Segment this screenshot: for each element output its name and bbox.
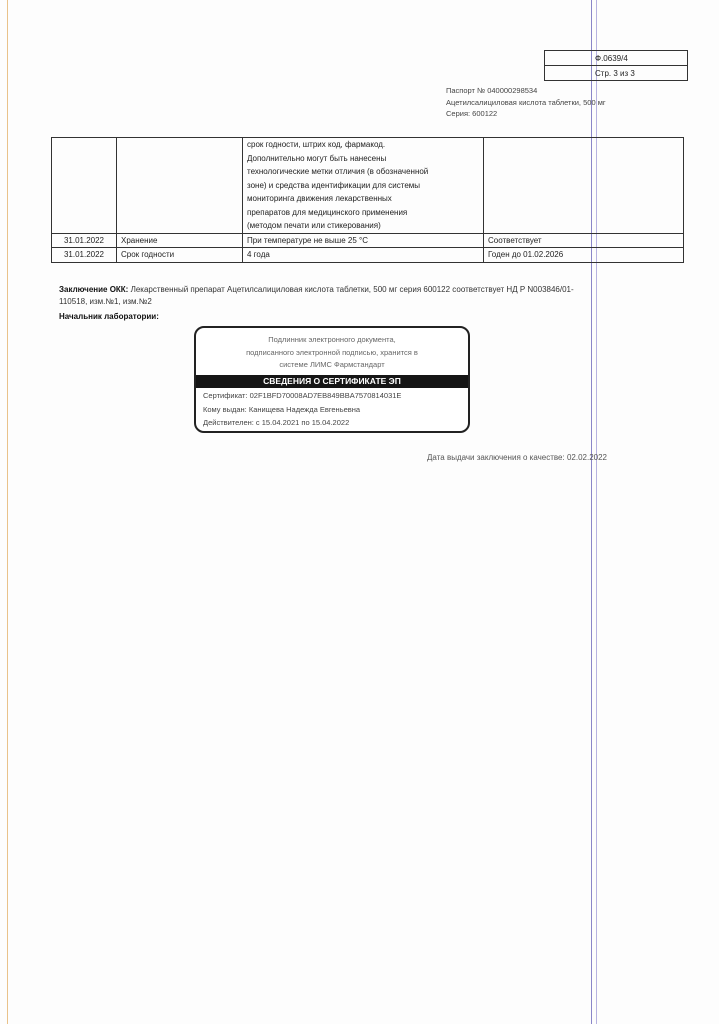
form-code-box bbox=[544, 50, 688, 81]
row-requirement: При температуре не выше 25 °С bbox=[243, 233, 484, 248]
row-result: Соответствует bbox=[484, 233, 684, 248]
row-date: 31.01.2022 bbox=[52, 233, 117, 248]
certificate-info-header: СВЕДЕНИЯ О СЕРТИФИКАТЕ ЭП bbox=[196, 375, 468, 388]
cell-text-line: зоне) и средства идентификации для системы bbox=[247, 180, 421, 190]
passport-header bbox=[446, 85, 606, 120]
qc-conclusion bbox=[59, 284, 599, 308]
row-parameter: Срок годности bbox=[117, 248, 243, 263]
conclusion-label: Заключение ОКК: bbox=[59, 285, 129, 294]
row-requirement: 4 года bbox=[243, 248, 484, 263]
page-number: Стр. 3 из 3 bbox=[545, 66, 688, 81]
cell-text-line: мониторинга движения лекарственных bbox=[247, 194, 392, 203]
stamp-line: подписанного электронной подписью, хранится в bbox=[246, 347, 418, 357]
cell-text-line: Дополнительно могут быть нанесены bbox=[247, 153, 387, 163]
certificate-owner: Кому выдан: Канищева Надежда Евгеньевна bbox=[203, 405, 361, 414]
cell-text-line: препаратов для медицинского применения bbox=[247, 207, 408, 217]
certificate-serial: Сертификат: 02F1BFD70008AD7EB849BBA7570814031E bbox=[203, 391, 402, 400]
certificate-validity: Действителен: с 15.04.2021 по 15.04.2022 bbox=[203, 418, 350, 427]
conclusion-text: Лекарственный препарат Ацетилсалициловая кислота таблетки, 500 мг серия 600122 соответствует НД Р N003846/01-110518, изм.№1, изм.№2 bbox=[59, 285, 574, 306]
form-code: Ф.0639/4 bbox=[545, 51, 688, 66]
cell-text-line: срок годности, штрих код, фармакод. bbox=[247, 140, 386, 149]
e-signature-stamp bbox=[194, 326, 470, 433]
product-name: Ацетилсалициловая кислота таблетки, 500 мг bbox=[446, 97, 606, 107]
test-results-table bbox=[51, 137, 684, 263]
stamp-line: Подлинник электронного документа, bbox=[268, 335, 396, 344]
issue-date: Дата выдачи заключения о качестве: 02.02.2022 bbox=[427, 453, 607, 462]
passport-number: Паспорт № 040000298534 bbox=[446, 86, 538, 95]
stamp-line: системе ЛИМС Фармстандарт bbox=[279, 360, 385, 369]
continuation-cell bbox=[243, 138, 484, 234]
head-of-lab-label: Начальник лаборатории: bbox=[59, 312, 159, 321]
cell-text-line: (методом печати или стикерования) bbox=[247, 221, 381, 230]
row-parameter: Хранение bbox=[117, 233, 243, 248]
series-number: Серия: 600122 bbox=[446, 109, 498, 118]
table-row bbox=[52, 248, 684, 263]
row-date: 31.01.2022 bbox=[52, 248, 117, 263]
row-result: Годен до 01.02.2026 bbox=[484, 248, 684, 263]
scan-edge-line bbox=[7, 0, 8, 1024]
cell-text-line: технологические метки отличия (в обозначенной bbox=[247, 167, 429, 176]
table-row bbox=[52, 138, 684, 234]
table-row bbox=[52, 233, 684, 248]
